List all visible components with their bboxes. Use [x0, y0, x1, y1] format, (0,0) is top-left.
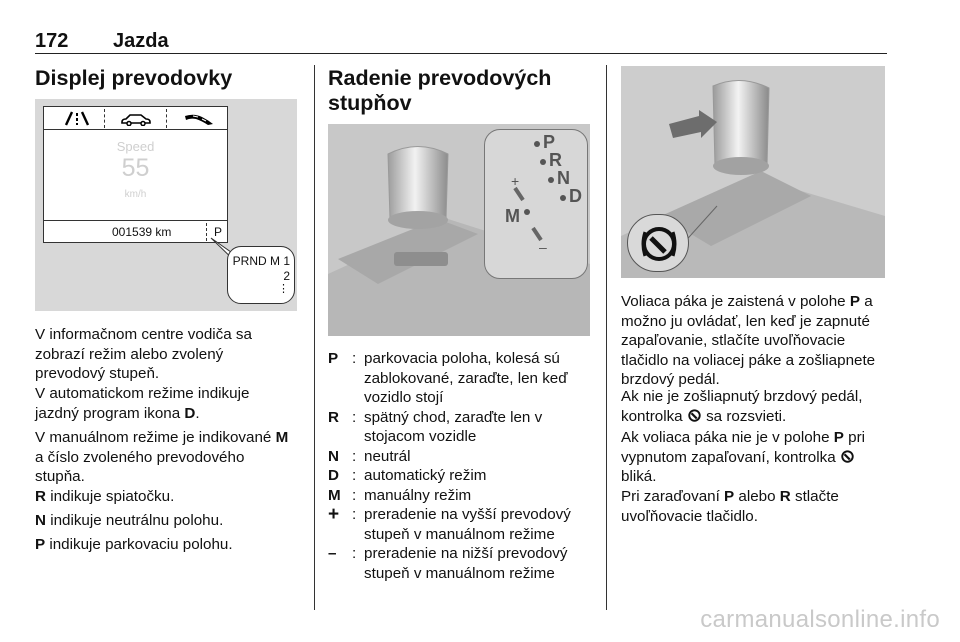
- legend-row: M : manuálny režim: [328, 486, 472, 504]
- gear-lever-figure: [328, 124, 590, 336]
- transmission-display-figure: [35, 99, 297, 311]
- minus-symbol: –: [539, 239, 547, 255]
- left-paragraph-5: N indikuje neutrálnu polohu.: [35, 512, 224, 529]
- right-paragraph-3: Ak voliaca páka nie je v polohe P pri vypnutom zapaľovaní, kontrolka bliká.: [621, 429, 866, 485]
- right-paragraph-2: Ak nie je zošliapnutý brzdový pedál, kontrolka sa rozsvieti.: [621, 388, 863, 425]
- brake-pedal-warning-icon: [840, 449, 855, 464]
- legend-row: N : neutrál: [328, 447, 411, 465]
- speed-value: 55: [121, 154, 150, 182]
- legend-row: + : preradenie na vyšší prevodový stupeň v manuálnom režime: [328, 504, 571, 543]
- left-paragraph-1: V informačnom centre vodiča sa zobrazí režim alebo zvolený prevodový stupeň.: [35, 326, 252, 382]
- page-header: [35, 30, 887, 54]
- legend-row: P : parkovacia poloha, kolesá sú zablokované, zaraďte, len keď vozidlo stojí: [328, 350, 568, 406]
- right-paragraph-1: Voliaca páka je zaistená v polohe P a možno ju ovládať, len keď je zapnuté zapaľovanie, stlačíte uvoľňovacie tlačidlo na voliacej páke a zošliapnete brzdový pedál.: [621, 293, 876, 388]
- right-paragraph-4: Pri zaraďovaní P alebo R stlačte uvoľňovacie tlačidlo.: [621, 488, 839, 525]
- gear-pattern-inset: [484, 129, 588, 279]
- brake-pedal-warning-icon: [687, 408, 702, 423]
- left-paragraph-3: V manuálnom režime je indikované M a číslo zvoleného prevodového stupňa.: [35, 429, 289, 485]
- release-button-callout: [627, 214, 689, 272]
- plus-symbol: +: [511, 173, 520, 189]
- section-title-shifting: Radenie prevodových stupňov: [328, 66, 552, 115]
- legend-row: D : automatický režim: [328, 467, 487, 484]
- page-number: 172: [35, 30, 69, 52]
- left-paragraph-6: P indikuje parkovaciu polohu.: [35, 536, 233, 553]
- legend-row: – : preradenie na nižší prevodový stupeň v manuálnom režime: [328, 545, 568, 582]
- letter-r: R: [549, 150, 562, 170]
- chapter-title: Jazda: [113, 30, 169, 52]
- gear-legend: [328, 349, 598, 583]
- section-title-display: Displej prevodovky: [35, 66, 233, 90]
- release-button-figure: [621, 66, 885, 278]
- letter-m: M: [505, 206, 520, 226]
- speed-unit: km/h: [124, 189, 147, 200]
- column-divider-2: [606, 65, 607, 610]
- left-paragraph-2: V automatickom režime indikuje jazdný program ikona D.: [35, 385, 250, 422]
- gear-indicator: P: [214, 225, 223, 239]
- column-divider-1: [314, 65, 315, 610]
- watermark: carmanualsonline.info: [700, 606, 940, 633]
- callout-gear-list: PRND M 1: [232, 254, 290, 268]
- left-paragraph-4: R indikuje spiatočku.: [35, 488, 175, 505]
- legend-row: R : spätný chod, zaraďte len v stojacom vozidle: [328, 408, 543, 445]
- gear-callout: [227, 246, 295, 304]
- letter-p: P: [543, 132, 556, 152]
- odometer: 001539 km: [112, 225, 172, 239]
- callout-gear-2: 2: [283, 269, 290, 283]
- speed-label: Speed: [116, 139, 155, 154]
- letter-n: N: [557, 168, 570, 188]
- brake-pedal-warning-icon: [639, 224, 679, 264]
- callout-more: ⋮: [278, 283, 289, 295]
- letter-d: D: [569, 186, 582, 206]
